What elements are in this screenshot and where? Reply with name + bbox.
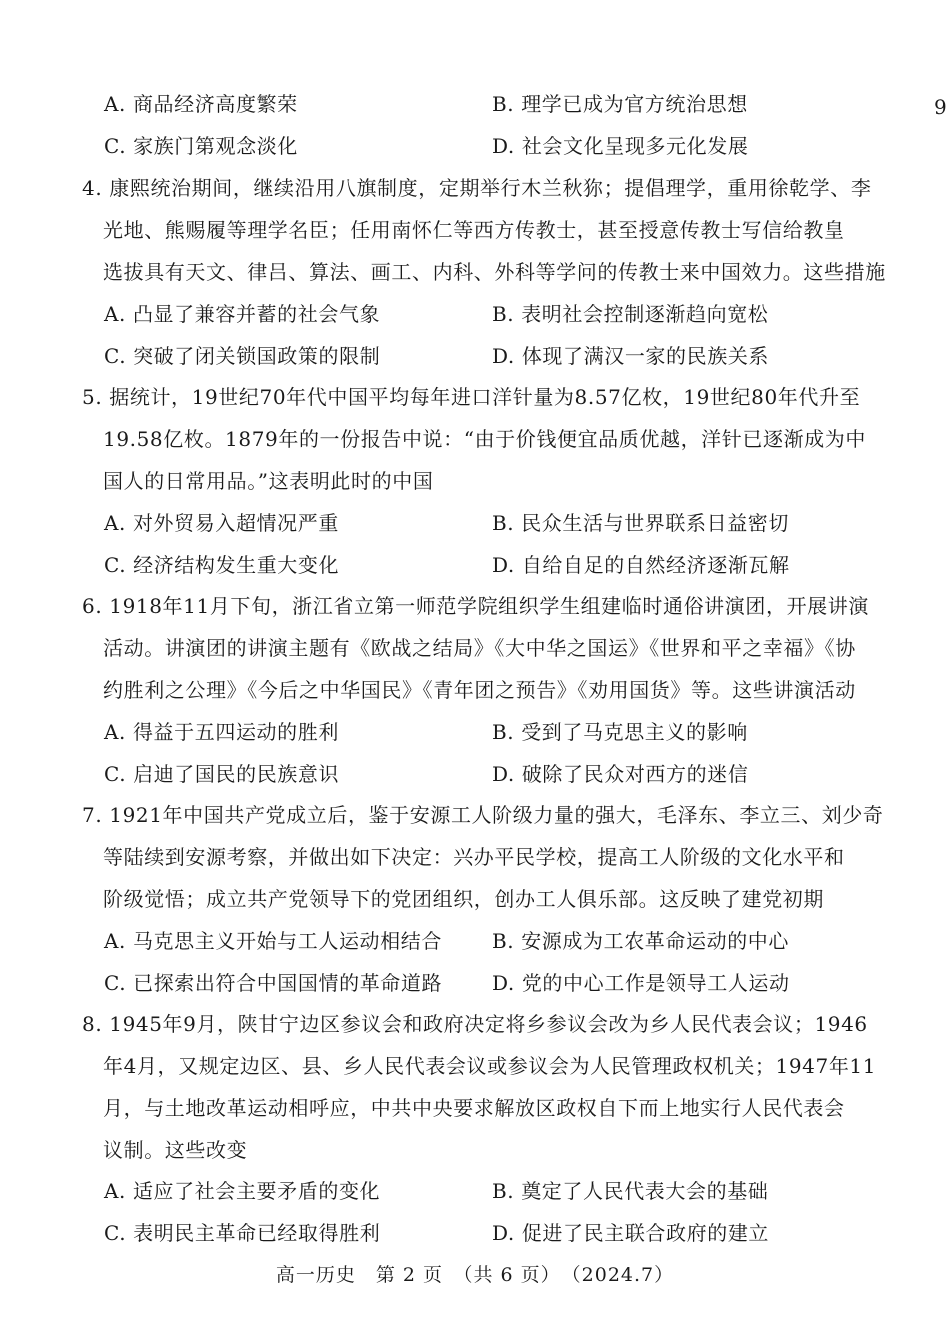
q5-stem-line-2: 19.58亿枚。1879年的一份报告中说：“由于价钱便宜品质优越，洋针已逐渐成为中 xyxy=(103,427,866,451)
q4-option-b: B. 表明社会控制逐渐趋向宽松 xyxy=(492,302,769,326)
q6-option-b: B. 受到了马克思主义的影响 xyxy=(492,720,748,744)
q7-stem-line-1: 7. 1921年中国共产党成立后，鉴于安源工人阶级力量的强大，毛泽东、李立三、刘少奇 xyxy=(82,803,884,827)
q7-option-a: A. 马克思主义开始与工人运动相结合 xyxy=(104,929,442,953)
page-footer: 高一历史 第 2 页 （共 6 页） （2024.7） xyxy=(275,1264,675,1286)
q4-stem-line-3: 选拔具有天文、律吕、算法、画工、内科、外科等学问的传教士来中国效力。这些措施 xyxy=(103,260,886,284)
q3-option-a: A. 商品经济高度繁荣 xyxy=(104,92,298,116)
q5-option-a: A. 对外贸易入超情况严重 xyxy=(104,511,339,535)
q8-stem-line-2: 年4月，又规定边区、县、乡人民代表会议或参议会为人民管理政权机关；1947年11 xyxy=(103,1054,877,1078)
q6-option-d: D. 破除了民众对西方的迷信 xyxy=(492,762,749,786)
q5-stem-line-1: 5. 据统计，19世纪70年代中国平均每年进口洋针量为8.57亿枚，19世纪80年代升至 xyxy=(82,385,861,409)
q4-stem-line-2: 光地、熊赐履等理学名臣；任用南怀仁等西方传教士，甚至授意传教士写信给教皇 xyxy=(103,218,845,242)
q5-option-c: C. 经济结构发生重大变化 xyxy=(104,553,340,577)
q5-option-d: D. 自给自足的自然经济逐渐瓦解 xyxy=(492,553,790,577)
q5-stem-line-3: 国人的日常用品。”这表明此时的中国 xyxy=(103,469,434,493)
q7-stem-line-2: 等陆续到安源考察，并做出如下决定：兴办平民学校，提高工人阶级的文化水平和 xyxy=(103,845,845,869)
q8-option-c: C. 表明民主革命已经取得胜利 xyxy=(104,1221,381,1245)
q6-stem-line-3: 约胜利之公理》《今后之中华国民》《青年团之预告》《劝用国货》等。这些讲演活动 xyxy=(103,678,856,702)
q8-stem-line-3: 月，与土地改革运动相呼应，中共中央要求解放区政权自下而上地实行人民代表会 xyxy=(103,1096,845,1120)
q8-stem-line-1: 8. 1945年9月，陕甘宁边区参议会和政府决定将乡参议会改为乡人民代表会议；1946 xyxy=(82,1012,868,1036)
q4-option-c: C. 突破了闭关锁国政策的限制 xyxy=(104,344,381,368)
q6-option-c: C. 启迪了国民的民族意识 xyxy=(104,762,340,786)
q6-option-a: A. 得益于五四运动的胜利 xyxy=(104,720,339,744)
q3-option-b: B. 理学已成为官方统治思想 xyxy=(492,92,748,116)
q7-stem-line-3: 阶级觉悟；成立共产党领导下的党团组织，创办工人俱乐部。这反映了建党初期 xyxy=(103,887,824,911)
q6-stem-line-1: 6. 1918年11月下旬，浙江省立第一师范学院组织学生组建临时通俗讲演团，开展讲演 xyxy=(82,594,869,618)
q8-option-a: A. 适应了社会主要矛盾的变化 xyxy=(104,1179,381,1203)
q5-option-b: B. 民众生活与世界联系日益密切 xyxy=(492,511,790,535)
q4-option-d: D. 体现了满汉一家的民族关系 xyxy=(492,344,770,368)
q7-option-c: C. 已探索出符合中国国情的革命道路 xyxy=(104,971,443,995)
q8-option-b: B. 奠定了人民代表大会的基础 xyxy=(492,1179,769,1203)
q8-stem-line-4: 议制。这些改变 xyxy=(103,1138,248,1162)
q4-option-a: A. 凸显了兼容并蓄的社会气象 xyxy=(104,302,381,326)
q8-option-d: D. 促进了民主联合政府的建立 xyxy=(492,1221,770,1245)
margin-mark: 9 xyxy=(934,95,947,119)
q3-option-d: D. 社会文化呈现多元化发展 xyxy=(492,134,749,158)
q3-option-c: C. 家族门第观念淡化 xyxy=(104,134,298,158)
q6-stem-line-2: 活动。讲演团的讲演主题有《欧战之结局》《大中华之国运》《世界和平之幸福》《协 xyxy=(103,636,856,660)
q4-stem-line-1: 4. 康熙统治期间，继续沿用八旗制度，定期举行木兰秋狝；提倡理学，重用徐乾学、李 xyxy=(82,176,872,200)
q7-option-b: B. 安源成为工农革命运动的中心 xyxy=(492,929,790,953)
q7-option-d: D. 党的中心工作是领导工人运动 xyxy=(492,971,790,995)
